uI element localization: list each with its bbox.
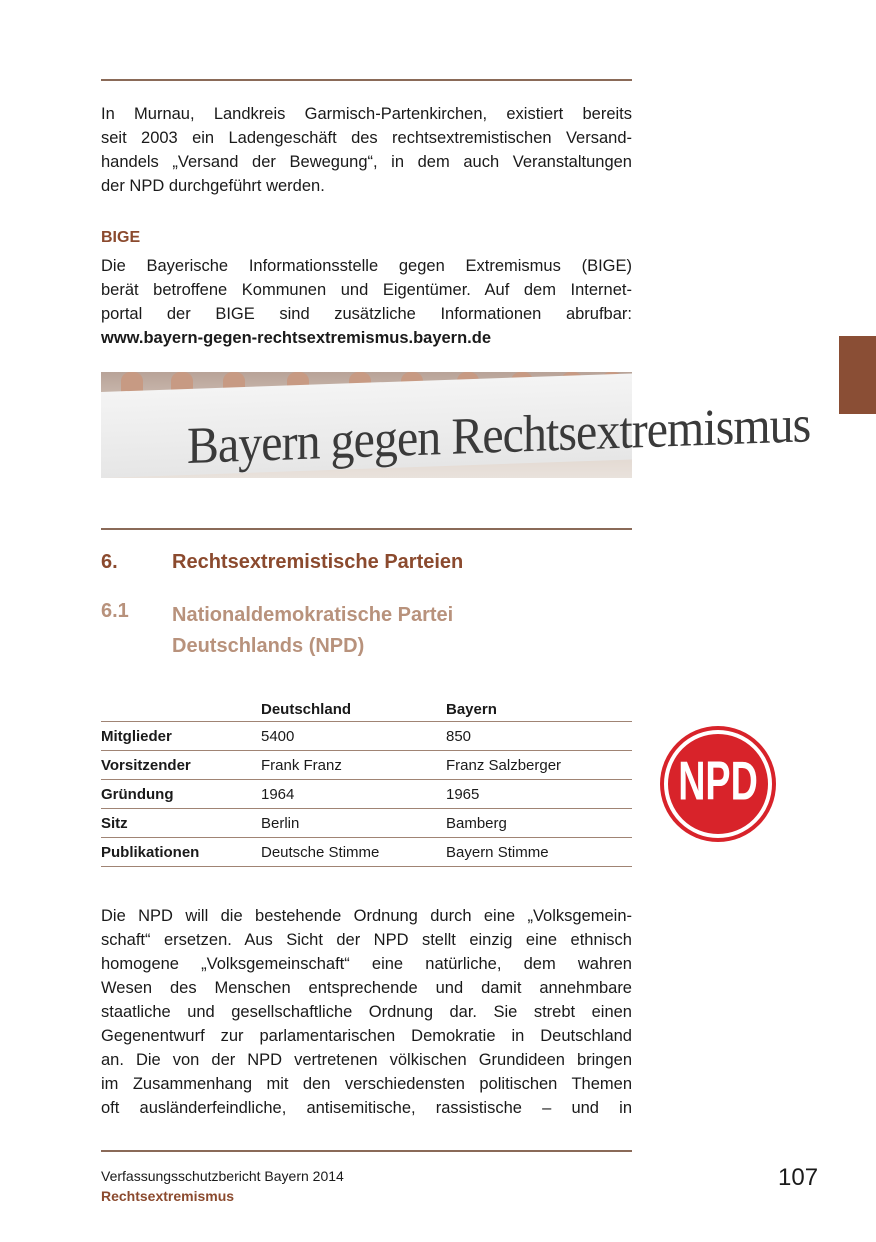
body-paragraph: [101, 904, 632, 1120]
table-cell: 1965: [446, 780, 632, 809]
bige-heading: BIGE: [101, 229, 141, 246]
row-label: Publikationen: [101, 838, 261, 867]
bige-line: portal der BIGE sind zusätzliche Informationen abrufbar:: [101, 305, 632, 323]
table-header-cell: [101, 697, 261, 722]
body-line: Wesen des Menschen entsprechende und damit annehmbare: [101, 979, 632, 997]
row-label: Gründung: [101, 780, 261, 809]
intro-line: seit 2003 ein Ladengeschäft des rechtsextremistischen Versand-: [101, 129, 632, 147]
body-line: Gegenentwurf zur parlamentarischen Demokratie in Deutschland: [101, 1027, 632, 1045]
intro-line: der NPD durchgeführt werden.: [101, 177, 325, 195]
table-row: [101, 780, 632, 809]
page-number: 107: [778, 1164, 819, 1191]
subsection-title-line: Nationaldemokratische Partei: [172, 604, 454, 626]
table-row: [101, 838, 632, 867]
npd-logo-text: NPD: [678, 750, 758, 812]
table-cell: 1964: [261, 780, 446, 809]
table-cell: Frank Franz: [261, 751, 446, 780]
subsection-number: 6.1: [101, 600, 129, 622]
section-title: Rechtsextremistische Parteien: [172, 551, 464, 573]
table-header-cell: Deutschland: [261, 700, 352, 718]
body-line: an. Die von der NPD vertretenen völkischen Grundideen bringen: [101, 1051, 632, 1069]
table-cell: Franz Salzberger: [446, 751, 632, 780]
table-cell: 850: [446, 722, 632, 751]
table-row: [101, 722, 632, 751]
section-number: 6.: [101, 551, 118, 573]
subsection-title-line: Deutschlands (NPD): [172, 635, 365, 657]
table-cell: Bamberg: [446, 809, 632, 838]
photo-banner: [101, 373, 811, 478]
bayern-gegen-rechtsextremismus-photo: [101, 372, 811, 478]
body-line: staatliche und gesellschaftliche Ordnung dar. Sie strebt einen: [101, 1003, 632, 1021]
subsection-title: [172, 600, 453, 662]
intro-line: In Murnau, Landkreis Garmisch-Partenkirchen, existiert bereits: [101, 105, 632, 123]
footer-rule: [101, 1150, 632, 1152]
intro-paragraph: [101, 102, 632, 198]
table-row: [101, 751, 632, 780]
body-line: oft ausländerfeindliche, antisemitische, rassistische – und in: [101, 1099, 632, 1117]
npd-logo: [658, 724, 778, 844]
footer-chapter-name: Rechtsextremismus: [101, 1188, 235, 1204]
table-cell: 5400: [261, 722, 446, 751]
footer-report-title: Verfassungsschutzbericht Bayern 2014: [101, 1168, 344, 1184]
body-line: Die NPD will die bestehende Ordnung durch eine „Volksgemein-: [101, 907, 632, 925]
top-rule: [101, 79, 632, 81]
table-cell: Deutsche Stimme: [261, 838, 446, 867]
bige-url-link[interactable]: www.bayern-gegen-rechtsextremismus.bayern.de: [101, 329, 492, 347]
row-label: Vorsitzender: [101, 751, 261, 780]
body-line: homogene „Volksgemeinschaft“ eine natürliche, dem wahren: [101, 955, 632, 973]
row-label: Mitglieder: [101, 722, 261, 751]
row-label: Sitz: [101, 809, 261, 838]
table-header-cell: Bayern: [446, 700, 497, 718]
intro-line: handels „Versand der Bewegung“, in dem auch Veranstaltungen: [101, 153, 632, 171]
bige-paragraph: [101, 254, 632, 350]
chapter-side-tab: [839, 336, 876, 414]
table-row: [101, 809, 632, 838]
table-header-row: [101, 697, 632, 722]
table-cell: Bayern Stimme: [446, 838, 632, 867]
banner-text: Bayern gegen Rechtsextremismus: [187, 396, 811, 475]
section-rule: [101, 528, 632, 530]
table-cell: Berlin: [261, 809, 446, 838]
bige-line: Die Bayerische Informationsstelle gegen Extremismus (BIGE): [101, 257, 632, 275]
body-line: im Zusammenhang mit den verschiedensten politischen Themen: [101, 1075, 632, 1093]
body-line: schaft“ ersetzen. Aus Sicht der NPD stellt einzig eine ethnisch: [101, 931, 632, 949]
bige-line: berät betroffene Kommunen und Eigentümer. Auf dem Internet-: [101, 281, 632, 299]
npd-info-table: [101, 697, 632, 867]
